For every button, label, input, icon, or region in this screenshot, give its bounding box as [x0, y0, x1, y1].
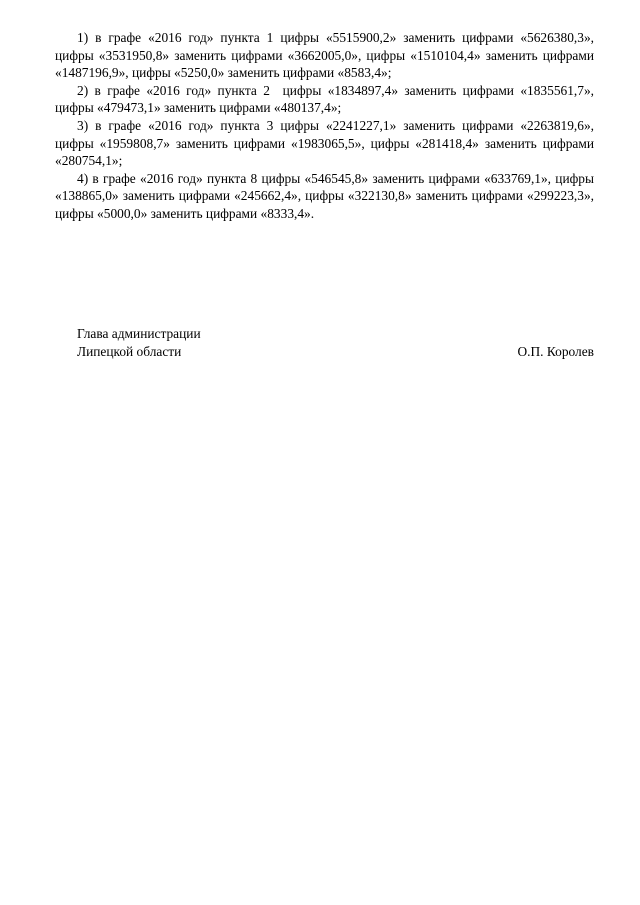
amendment-item-1: 1) в графе «2016 год» пункта 1 цифры «5515900,2» заменить цифрами «5626380,3», цифры «3531950,8» заменить цифрами «3662005,0», цифры «1510104,4» заменить цифрами «1487196,9», цифры «5250,0» заменить цифрами «8583,4»;: [55, 30, 598, 81]
signature-block: [77, 325, 594, 361]
signatory-position-line2: Липецкой области: [77, 344, 182, 359]
signatory-position-line1: Глава администрации: [77, 326, 201, 341]
amendments-list: [55, 29, 598, 223]
signature-row: [77, 343, 594, 361]
amendment-item-3: 3) в графе «2016 год» пункта 3 цифры «2241227,1» заменить цифрами «2263819,6», цифры «1959808,7» заменить цифрами «1983065,5», цифры «281418,4» заменить цифрами «280754,1»;: [55, 117, 598, 169]
amendment-item-2: 2) в графе «2016 год» пункта 2 цифры «1834897,4» заменить цифрами «1835561,7», цифры «479473,1» заменить цифрами «480137,4»;: [55, 82, 598, 116]
signatory-name: О.П. Королев: [517, 344, 594, 359]
amendment-item-4: 4) в графе «2016 год» пункта 8 цифры «546545,8» заменить цифрами «633769,1», цифры «138865,0» заменить цифрами «245662,4», цифры «322130,8» заменить цифрами «299223,3», цифры «5000,0» заменить цифрами «8333,4».: [55, 170, 598, 221]
